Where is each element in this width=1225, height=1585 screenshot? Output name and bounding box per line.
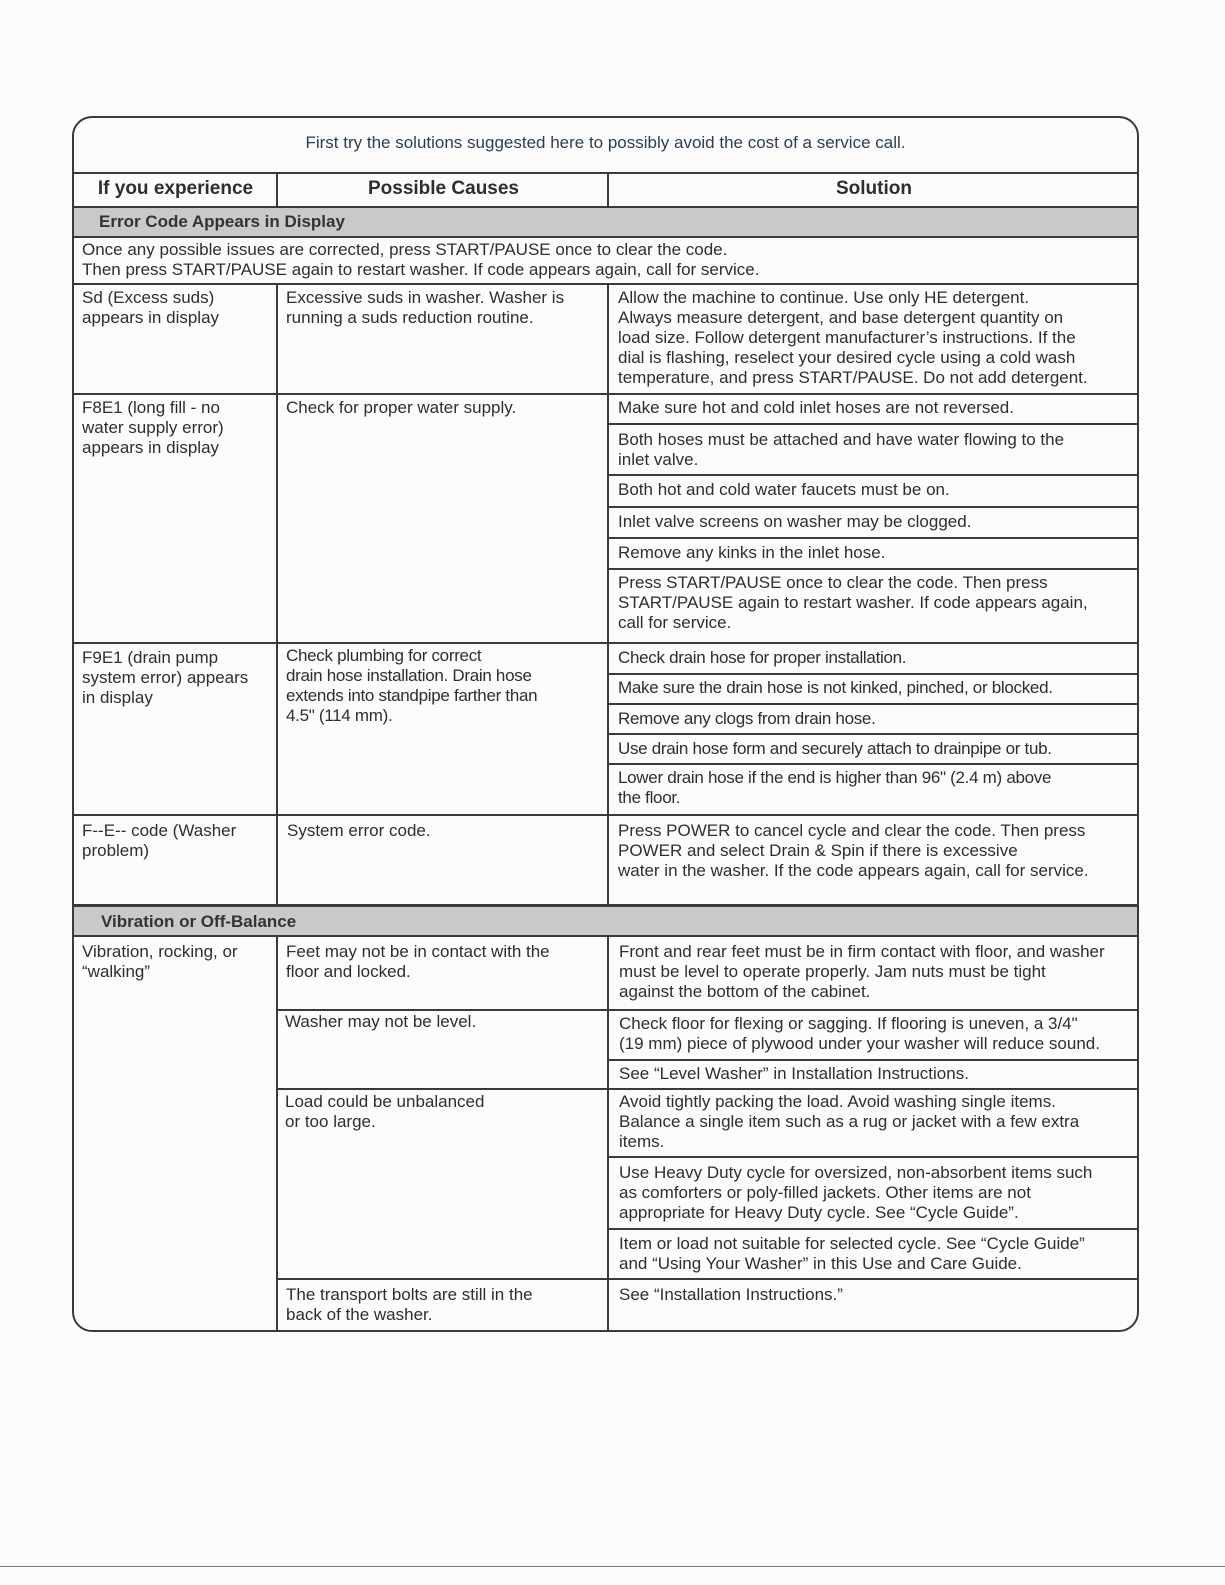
cause-sd: Excessive suds in washer. Washer is running a suds reduction routine. — [286, 288, 565, 327]
cause-fe: System error code. — [287, 821, 431, 840]
solution-load: Item or load not suitable for selected cycle. See “Cycle Guide” and “Using Your Washer” in this Use and Care Guide. — [619, 1234, 1085, 1273]
solution-load: Use Heavy Duty cycle for oversized, non-absorbent items such as comforters or poly-filled jackets. Other items are not appropriate for Heavy Duty cycle. See “Cycle Guide”. — [619, 1163, 1093, 1222]
solution-f8e1: Make sure hot and cold inlet hoses are not reversed. — [618, 398, 1014, 417]
section-title-error-code: Error Code Appears in Display — [99, 212, 345, 231]
page-bottom-rule — [0, 1566, 1225, 1567]
solution-f9e1: Check drain hose for proper installation. — [618, 648, 907, 667]
column-line — [276, 283, 278, 905]
divider — [607, 1059, 1139, 1061]
experience-f8e1: F8E1 (long fill - no water supply error) appears in display — [82, 398, 224, 457]
solution-level: Check floor for flexing or sagging. If flooring is uneven, a 3/4" (19 mm) piece of plywood under your washer will reduce sound. — [619, 1014, 1100, 1053]
error-code-note: Once any possible issues are corrected, press START/PAUSE once to clear the code. Then press START/PAUSE again to restart washer. If code appears again, call for service. — [82, 240, 760, 279]
troubleshooting-table — [72, 116, 1139, 1332]
divider — [607, 423, 1139, 425]
solution-bolts: See “Installation Instructions.” — [619, 1285, 843, 1304]
divider — [607, 1156, 1139, 1158]
divider — [607, 537, 1139, 539]
header-causes: Possible Causes — [367, 178, 520, 199]
divider — [74, 236, 1139, 238]
solution-level: See “Level Washer” in Installation Instructions. — [619, 1064, 969, 1083]
solution-sd: Allow the machine to continue. Use only HE detergent. Always measure detergent, and base detergent quantity on load size. Follow detergent manufacturer’s instructions. If the dial is flashing, reselect your desired cycle using a cold wash temperature, and press START/PAUSE. Do not add detergent. — [618, 288, 1088, 387]
solution-f9e1: Make sure the drain hose is not kinked, pinched, or blocked. — [618, 678, 1053, 697]
solution-fe: Press POWER to cancel cycle and clear the code. Then press POWER and select Drain & Spin if there is excessive water in the washer. If the code appears again, call for service. — [618, 821, 1089, 880]
divider — [607, 733, 1139, 735]
column-line — [607, 935, 609, 1332]
divider — [276, 1278, 1139, 1280]
cause-f8e1: Check for proper water supply. — [286, 398, 517, 417]
divider — [607, 763, 1139, 765]
header-experience: If you experience — [97, 178, 254, 199]
cause-load: Load could be unbalanced or too large. — [285, 1092, 485, 1131]
section-title-vibration: Vibration or Off-Balance — [101, 912, 297, 931]
divider — [607, 673, 1139, 675]
cause-bolts: The transport bolts are still in the back of the washer. — [286, 1285, 533, 1324]
solution-f9e1: Lower drain hose if the end is higher than 96" (2.4 m) above the floor. — [618, 768, 1052, 807]
column-line — [607, 172, 609, 207]
cause-f9e1: Check plumbing for correct drain hose installation. Drain hose extends into standpipe farther than 4.5" (114 mm). — [286, 646, 538, 725]
header-solution: Solution — [836, 178, 912, 199]
experience-f9e1: F9E1 (drain pump system error) appears in display — [82, 648, 249, 707]
experience-sd: Sd (Excess suds) appears in display — [82, 288, 220, 327]
solution-f9e1: Use drain hose form and securely attach to drainpipe or tub. — [618, 739, 1052, 758]
solution-f8e1: Remove any kinks in the inlet hose. — [618, 543, 886, 562]
divider — [607, 506, 1139, 508]
divider — [607, 568, 1139, 570]
cause-level: Washer may not be level. — [285, 1012, 477, 1031]
experience-fe: F--E-- code (Washer problem) — [82, 821, 237, 860]
column-line — [276, 935, 278, 1332]
solution-f8e1: Both hoses must be attached and have water flowing to the inlet valve. — [618, 430, 1065, 469]
column-line — [276, 172, 278, 207]
solution-f9e1: Remove any clogs from drain hose. — [618, 709, 876, 728]
divider — [276, 1088, 1139, 1090]
solution-feet: Front and rear feet must be in firm contact with floor, and washer must be level to operate properly. Jam nuts must be tight against the bottom of the cabinet. — [619, 942, 1105, 1001]
intro-text: First try the solutions suggested here to possibly avoid the cost of a service call. — [305, 133, 906, 152]
divider — [607, 1228, 1139, 1230]
solution-load: Avoid tightly packing the load. Avoid washing single items. Balance a single item such as a rug or jacket with a few extra items. — [619, 1092, 1080, 1151]
divider — [607, 474, 1139, 476]
divider — [276, 1009, 1139, 1011]
solution-f8e1: Inlet valve screens on washer may be clogged. — [618, 512, 972, 531]
solution-f8e1: Both hot and cold water faucets must be on. — [618, 480, 950, 499]
solution-f8e1: Press START/PAUSE once to clear the code. Then press START/PAUSE again to restart washer. If code appears again, call for service. — [618, 573, 1088, 632]
divider — [607, 703, 1139, 705]
column-line — [607, 283, 609, 905]
experience-vibration: Vibration, rocking, or “walking” — [82, 942, 238, 981]
cause-feet: Feet may not be in contact with the floor and locked. — [286, 942, 550, 981]
